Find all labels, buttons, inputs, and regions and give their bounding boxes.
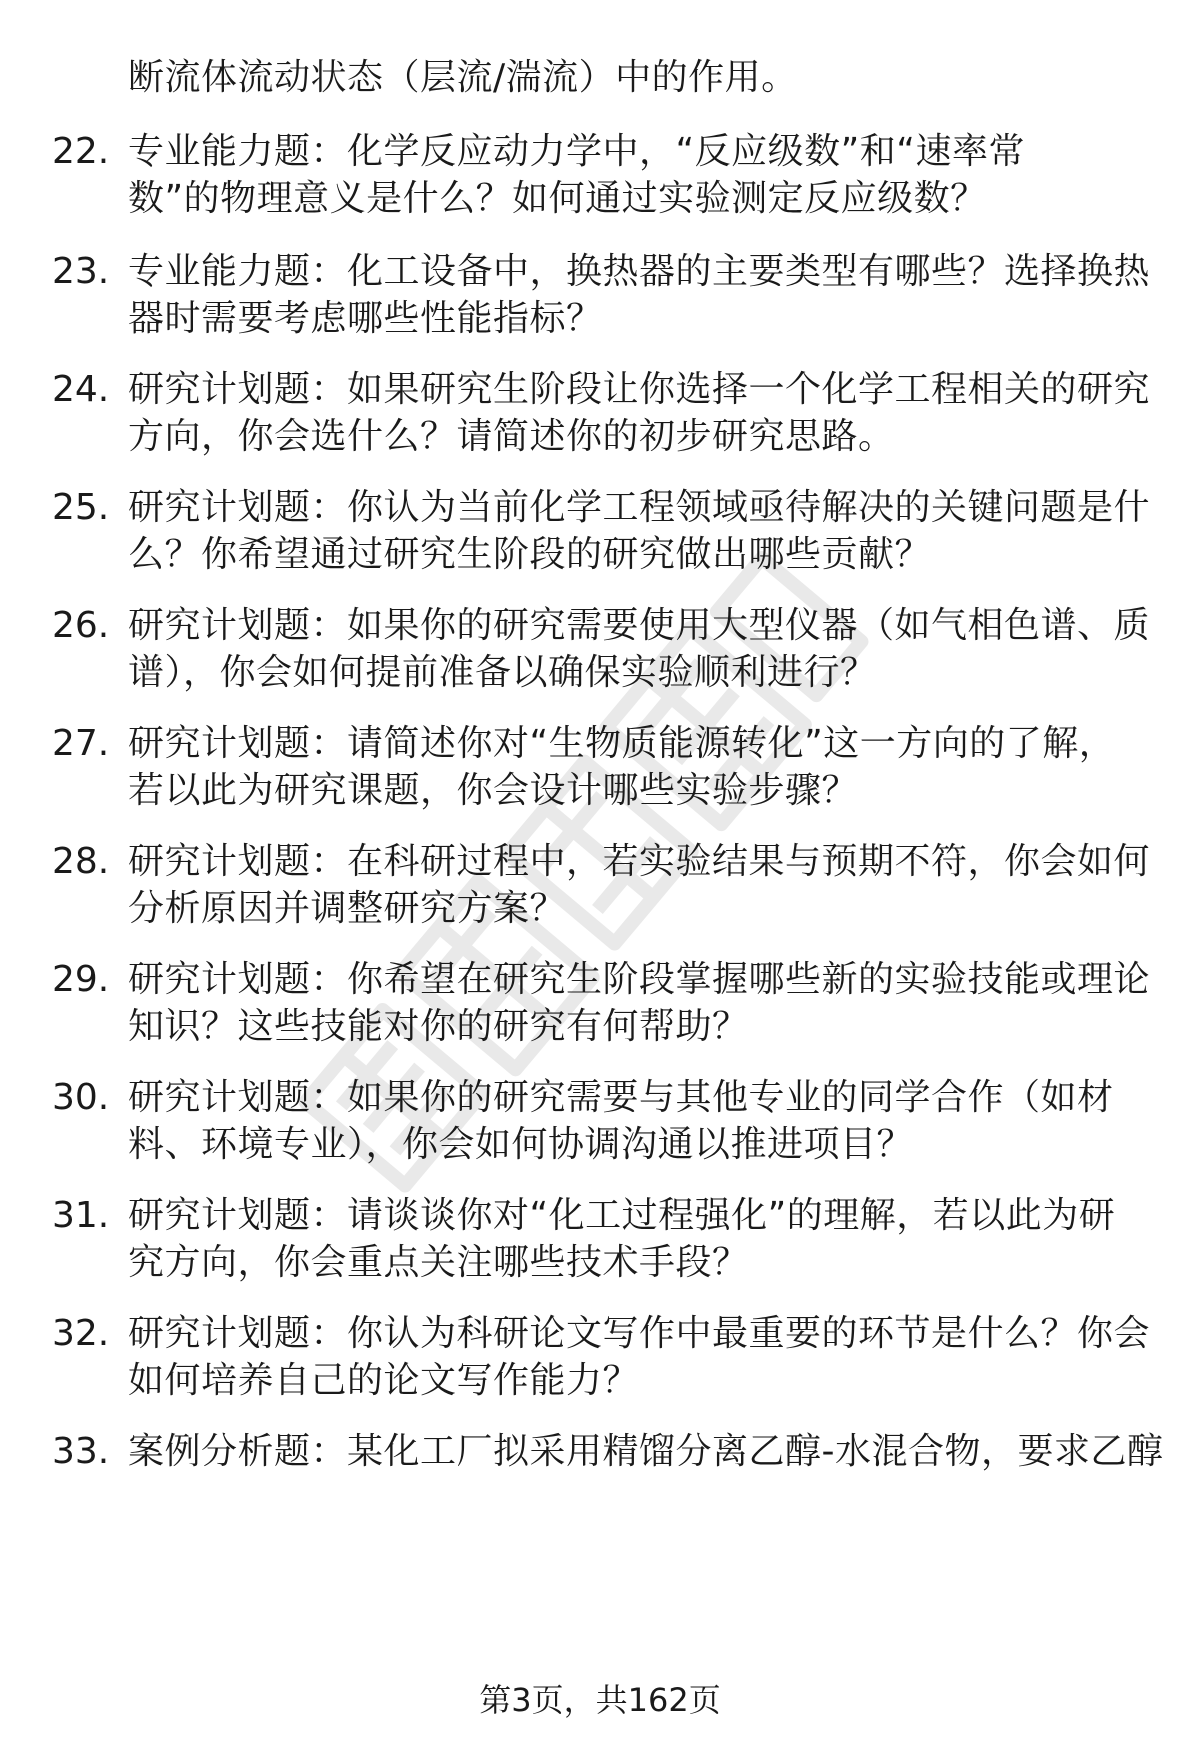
item-text-line-1: 研究计划题：如果你的研究需要与其他专业的同学合作（如材 [128, 1077, 1114, 1118]
item-text-line-1: 专业能力题：化学反应动力学中，“反应级数”和“速率常 [128, 131, 1025, 172]
item-text-line-2: 器时需要考虑哪些性能指标？ [128, 298, 603, 339]
item-text-line-2: 料、环境专业），你会如何协调沟通以推进项目？ [128, 1124, 914, 1165]
item-text-line-2: 究方向，你会重点关注哪些技术手段？ [128, 1242, 749, 1283]
item-text-line-1: 研究计划题：你希望在研究生阶段掌握哪些新的实验技能或理论 [128, 959, 1151, 1000]
item-number: 23. [52, 251, 110, 292]
item-text-line-2: 知识？这些技能对你的研究有何帮助？ [128, 1006, 749, 1047]
item-number: 29. [52, 959, 110, 1000]
item-text-line-1: 研究计划题：如果你的研究需要使用大型仪器（如气相色谱、质 [128, 605, 1151, 646]
item-text-line-2: 分析原因并调整研究方案？ [128, 888, 567, 929]
item-number: 28. [52, 841, 110, 882]
item-text-line-1: 研究计划题：如果研究生阶段让你选择一个化学工程相关的研究 [128, 369, 1151, 410]
item-text-line-2: 方向，你会选什么？请简述你的初步研究思路。 [128, 416, 895, 457]
item-number: 30. [52, 1077, 110, 1118]
item-text-line-2: 如何培养自己的论文写作能力？ [128, 1360, 640, 1401]
item-number: 32. [52, 1313, 110, 1354]
item-text-line-1: 案例分析题：某化工厂拟采用精馏分离乙醇-水混合物，要求乙醇 [128, 1431, 1164, 1472]
item-text-line-1: 研究计划题：你认为科研论文写作中最重要的环节是什么？你会 [128, 1313, 1151, 1354]
item-text-line-2: 数”的物理意义是什么？如何通过实验测定反应级数？ [128, 178, 987, 219]
continuation-line: 断流体流动状态（层流/湍流）中的作用。 [128, 57, 798, 98]
item-text-line-1: 研究计划题：请简述你对“生物质能源转化”这一方向的了解， [128, 723, 1116, 764]
item-number: 24. [52, 369, 110, 410]
item-text-line-1: 专业能力题：化工设备中，换热器的主要类型有哪些？选择换热 [128, 251, 1151, 292]
item-number: 22. [52, 131, 110, 172]
item-number: 33. [52, 1431, 110, 1472]
item-text-line-1: 研究计划题：请谈谈你对“化工过程强化”的理解，若以此为研 [128, 1195, 1116, 1236]
item-number: 26. [52, 605, 110, 646]
item-text-line-2: 谱），你会如何提前准备以确保实验顺利进行？ [128, 652, 877, 693]
item-text-line-1: 研究计划题：你认为当前化学工程领域亟待解决的关键问题是什 [128, 487, 1151, 528]
item-number: 25. [52, 487, 110, 528]
item-text-line-2: 么？你希望通过研究生阶段的研究做出哪些贡献？ [128, 534, 932, 575]
item-text-line-2: 若以此为研究课题，你会设计哪些实验步骤？ [128, 770, 859, 811]
item-number: 27. [52, 723, 110, 764]
page-footer: 第3页，共162页 [479, 1681, 721, 1719]
item-text-line-1: 研究计划题：在科研过程中，若实验结果与预期不符，你会如何 [128, 841, 1151, 882]
item-number: 31. [52, 1195, 110, 1236]
